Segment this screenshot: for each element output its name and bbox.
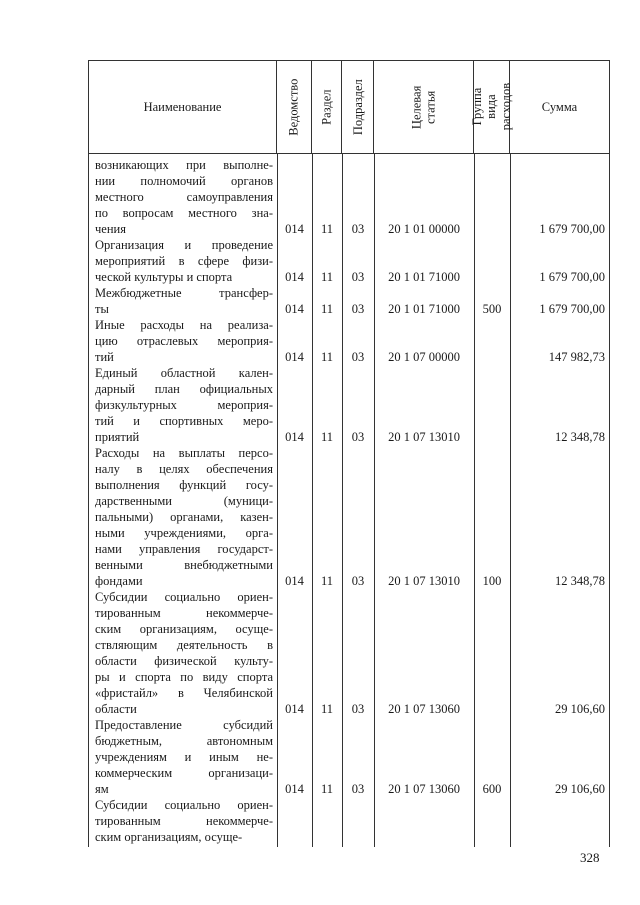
header-sum: Сумма [541, 99, 578, 114]
row-name-line: мероприятий в сфере физи- [95, 254, 273, 268]
row-name [95, 237, 273, 285]
row-name-line: Единый областной кален- [95, 366, 273, 380]
row-name-line: Иные расходы на реализа- [95, 318, 273, 332]
row-department: 014 [285, 574, 304, 588]
row-department: 014 [285, 782, 304, 796]
row-sum: 1 679 700,00 [539, 302, 605, 316]
row-target-article: 20 1 01 71000 [388, 302, 460, 316]
row-name-line: ры и спорта по виду спорта [95, 670, 273, 684]
page-number: 328 [580, 850, 600, 865]
row-name-line: физкультурных мероприя- [95, 398, 273, 412]
row-name-line: ными учреждениями, орга- [95, 526, 273, 540]
table-row [89, 285, 609, 317]
row-sum: 29 106,60 [555, 782, 605, 796]
row-department: 014 [285, 350, 304, 364]
row-name-line: Межбюджетные трансфер- [95, 286, 273, 300]
row-name-line: возникающих при выполне- [95, 158, 273, 172]
budget-table [88, 60, 610, 847]
row-name-line: дарный план официальных [95, 382, 273, 396]
row-sum: 29 106,60 [555, 702, 605, 716]
row-name [95, 445, 273, 589]
row-target-article: 20 1 07 13010 [388, 574, 460, 588]
header-expense-group: Группа вида расходов [469, 83, 513, 131]
row-name-line: фондами [95, 574, 143, 588]
row-name-line: цию отраслевых мероприя- [95, 334, 273, 348]
row-name-line: ским организациям, осуще- [95, 830, 243, 844]
row-name-line: ским организациям, осуще- [95, 622, 273, 636]
row-section: 11 [320, 222, 334, 236]
row-subsection: 03 [351, 302, 365, 316]
row-name-line: области физической культу- [95, 654, 273, 668]
row-department: 014 [285, 222, 304, 236]
row-sum: 1 679 700,00 [539, 270, 605, 284]
table-row [89, 797, 609, 845]
row-name-line: Субсидии социально ориен- [95, 590, 273, 604]
row-sum: 12 348,78 [555, 574, 605, 588]
header-sum-cell [510, 61, 609, 153]
row-name-line: области [95, 702, 137, 716]
row-name-line: Организация и проведение [95, 238, 273, 252]
row-name-line: местного самоуправления [95, 190, 273, 204]
row-name [95, 285, 273, 317]
row-target-article: 20 1 07 00000 [388, 350, 460, 364]
row-name [95, 797, 273, 845]
row-sum: 12 348,78 [555, 430, 605, 444]
row-name-line: коммерческим организаци- [95, 766, 273, 780]
row-name-line: чения [95, 222, 126, 236]
row-department: 014 [285, 270, 304, 284]
row-name-line: тий и спортивных меро- [95, 414, 273, 428]
row-name-line: ты [95, 302, 109, 316]
row-name-line: тированным некоммерче- [95, 606, 273, 620]
row-subsection: 03 [351, 702, 365, 716]
row-section: 11 [320, 782, 334, 796]
header-section-cell [312, 61, 342, 153]
row-name-line: учреждениям и иным не- [95, 750, 273, 764]
row-expense-group: 100 [482, 574, 502, 588]
row-subsection: 03 [351, 430, 365, 444]
row-subsection: 03 [351, 574, 365, 588]
row-name-line: венными внебюджетными [95, 558, 273, 572]
row-department: 014 [285, 430, 304, 444]
row-name-line: Предоставление субсидий [95, 718, 273, 732]
row-name-line: тий [95, 350, 114, 364]
row-name-line: ческой культуры и спорта [95, 270, 233, 284]
row-expense-group: 500 [482, 302, 502, 316]
row-section: 11 [320, 702, 334, 716]
table-header [89, 61, 609, 154]
header-subsection-cell [342, 61, 374, 153]
row-name-line: ям [95, 782, 109, 796]
header-target-article: Целевая статья [409, 85, 438, 129]
row-name-line: нии полномочий органов [95, 174, 273, 188]
row-name-line: нами управления государст- [95, 542, 273, 556]
row-department: 014 [285, 302, 304, 316]
header-name-cell [89, 61, 277, 153]
row-name [95, 589, 273, 717]
header-name: Наименование [143, 99, 222, 114]
row-sum: 1 679 700,00 [539, 222, 605, 236]
row-name-line: пальными) органами, казен- [95, 510, 273, 524]
row-subsection: 03 [351, 222, 365, 236]
header-target-article-cell [374, 61, 474, 153]
row-target-article: 20 1 01 00000 [388, 222, 460, 236]
row-target-article: 20 1 07 13010 [388, 430, 460, 444]
table-row [89, 237, 609, 285]
table-row [89, 317, 609, 365]
row-department: 014 [285, 702, 304, 716]
row-name [95, 717, 273, 797]
header-expense-group-cell [469, 61, 513, 153]
row-subsection: 03 [351, 350, 365, 364]
row-name-line: выполнения функций госу- [95, 478, 273, 492]
table-row [89, 365, 609, 445]
row-name-line: по вопросам местного зна- [95, 206, 273, 220]
row-name [95, 157, 273, 237]
row-section: 11 [320, 430, 334, 444]
row-name [95, 317, 273, 365]
row-target-article: 20 1 07 13060 [388, 782, 460, 796]
table-row [89, 157, 609, 237]
row-name-line: Субсидии социально ориен- [95, 798, 273, 812]
row-section: 11 [320, 574, 334, 588]
row-expense-group: 600 [482, 782, 502, 796]
table-row [89, 589, 609, 717]
table-row [89, 717, 609, 797]
row-name-line: ствляющим деятельность в [95, 638, 273, 652]
row-target-article: 20 1 07 13060 [388, 702, 460, 716]
row-section: 11 [320, 270, 334, 284]
header-department-cell [277, 61, 312, 153]
row-name-line: дарственными (муници- [95, 494, 273, 508]
table-row [89, 445, 609, 589]
row-name-line: тированным некоммерче- [95, 814, 273, 828]
row-name [95, 365, 273, 445]
row-name-line: Расходы на выплаты персо- [95, 446, 273, 460]
row-name-line: «фристайл» в Челябинской [95, 686, 273, 700]
row-section: 11 [320, 302, 334, 316]
row-sum: 147 982,73 [548, 350, 605, 364]
header-section: Раздел [319, 89, 334, 125]
row-section: 11 [320, 350, 334, 364]
row-target-article: 20 1 01 71000 [388, 270, 460, 284]
row-name-line: налу в целях обеспечения [95, 462, 273, 476]
header-department: Ведомство [286, 78, 301, 136]
row-subsection: 03 [351, 270, 365, 284]
row-name-line: бюджетным, автономным [95, 734, 273, 748]
row-name-line: приятий [95, 430, 140, 444]
header-subsection: Подраздел [350, 79, 365, 135]
row-subsection: 03 [351, 782, 365, 796]
